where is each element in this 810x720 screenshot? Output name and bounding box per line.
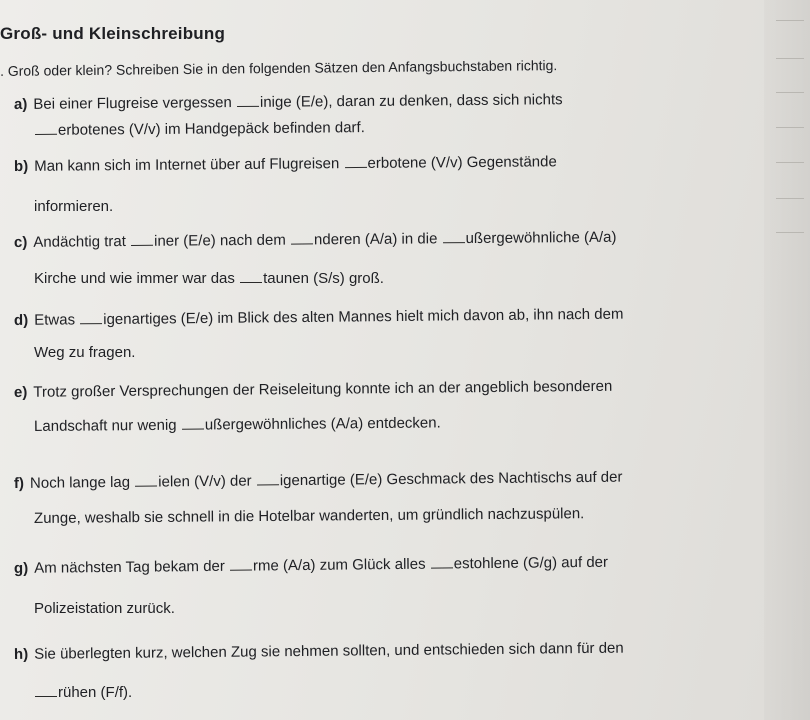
exercise-b-line2: informieren.	[34, 198, 114, 215]
blank-field[interactable]	[35, 684, 57, 697]
exercise-b-line1: b) Man kann sich im Internet über auf Flugreisen erbotene (V/v) Gegenstände	[13, 153, 557, 175]
blank-field[interactable]	[230, 558, 252, 571]
item-label: a)	[13, 95, 28, 113]
blank-field[interactable]	[240, 270, 262, 283]
exercise-d-line1: d) Etwas igenartiges (E/e) im Blick des alten Mannes hielt mich davon ab, ihn nach dem	[13, 305, 624, 329]
exercise-e-line1: e) Trotz großer Versprechungen der Reiseleitung konnte ich an der angeblich besonderen	[13, 377, 613, 401]
exercise-g-line1: g) Am nächsten Tag bekam der rme (A/a) zum Glück alles estohlene (G/g) auf der	[13, 553, 609, 577]
blank-field[interactable]	[257, 472, 279, 485]
worksheet-title: Groß- und Kleinschreibung	[0, 24, 226, 43]
exercise-c-line2: Kirche und wie immer war das taunen (S/s) groß.	[34, 270, 384, 287]
blank-field[interactable]	[80, 311, 102, 324]
blank-field[interactable]	[35, 122, 57, 135]
exercise-e-line2: Landschaft nur wenig ußergewöhnliches (A/a) entdecken.	[33, 414, 441, 435]
exercise-g-line2: Polizeistation zurück.	[34, 600, 175, 617]
instruction-text: . Groß oder klein? Schreiben Sie in den folgenden Sätzen den Anfangsbuchstaben richtig.	[0, 57, 558, 79]
exercise-h-line1: h) Sie überlegten kurz, welchen Zug sie nehmen sollten, und entschieden sich dann für den	[13, 639, 624, 663]
exercise-a-line2: erbotenes (V/v) im Handgepäck befinden darf.	[34, 119, 365, 139]
blank-field[interactable]	[431, 555, 453, 568]
exercise-c-line1: c) Andächtig trat iner (E/e) nach dem nderen (A/a) in die ußergewöhnliche (A/a)	[13, 228, 617, 251]
blank-field[interactable]	[344, 155, 366, 168]
page-margin	[764, 0, 810, 720]
exercise-f-line2: Zunge, weshalb sie schnell in die Hotelbar wanderten, um gründlich nachzuspülen.	[33, 505, 585, 527]
blank-field[interactable]	[442, 230, 464, 243]
exercise-d-line2: Weg zu fragen.	[34, 344, 136, 361]
blank-field[interactable]	[237, 94, 259, 107]
blank-field[interactable]	[135, 474, 157, 487]
exercise-f-line1: f) Noch lange lag ielen (V/v) der igenartige (E/e) Geschmack des Nachtischs auf der	[13, 468, 623, 492]
exercise-a-line1: a) Bei einer Flugreise vergessen inige (E/e), daran zu denken, dass sich nichts	[13, 91, 563, 113]
blank-field[interactable]	[291, 231, 313, 244]
blank-field[interactable]	[182, 417, 204, 430]
exercise-h-line2: rühen (F/f).	[34, 684, 132, 701]
blank-field[interactable]	[131, 233, 153, 246]
